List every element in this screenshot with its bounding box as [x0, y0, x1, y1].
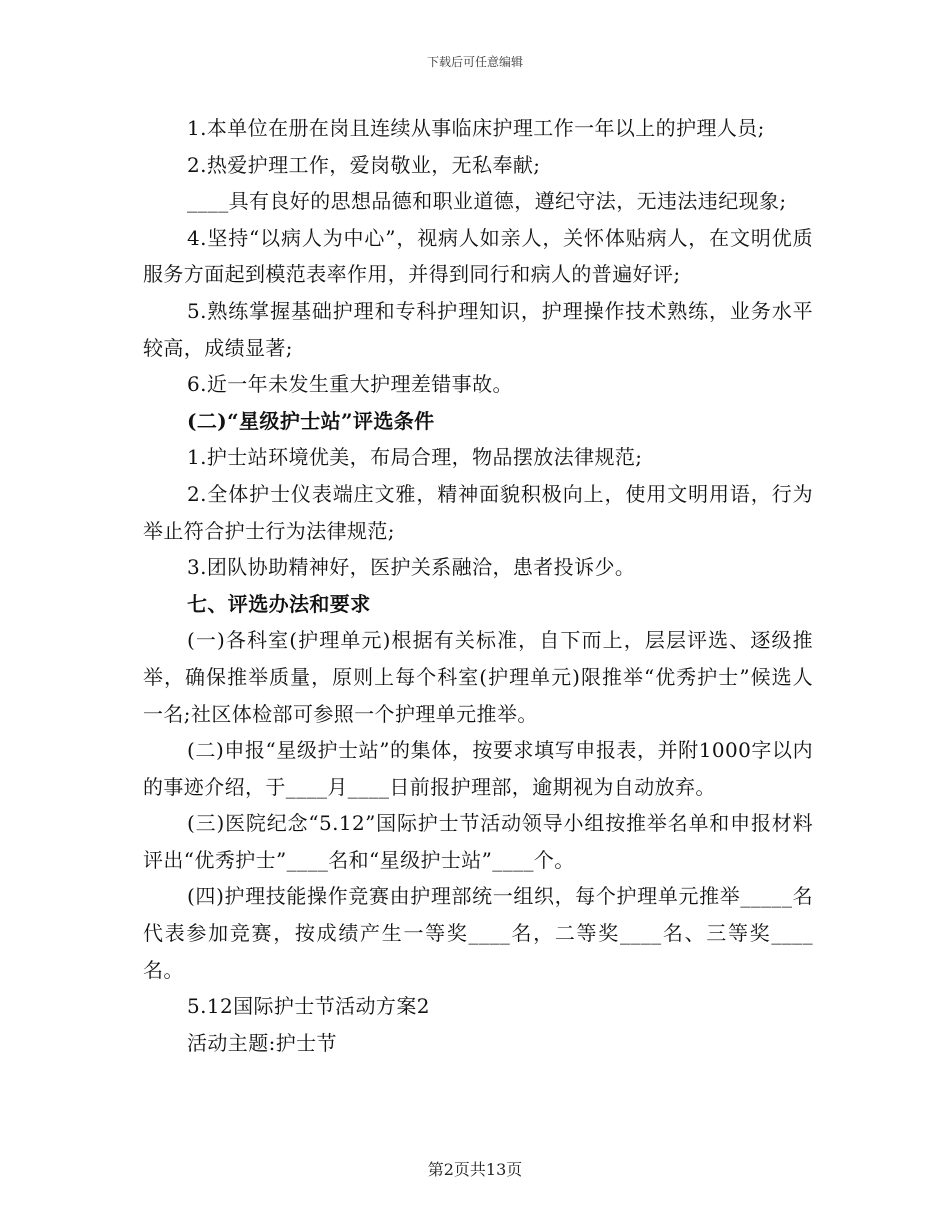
- section-heading-methods: 七、评选办法和要求: [187, 591, 371, 616]
- paragraph-plan-title: 5.12国际护士节活动方案2: [187, 994, 430, 1019]
- paragraph-method-1: (一)各科室(护理单元)根据有关标准，自下而上，层层评选、逐级推举，确保推举质量，原则上每个科室(护理单元)限推举“优秀护士”候选人一名;社区体检部可参照一个护理单元推举。: [143, 628, 813, 726]
- paragraph-criteria-1: 1.本单位在册在岗且连续从事临床护理工作一年以上的护理人员;: [187, 116, 765, 140]
- paragraph-method-2: (二)申报“星级护士站”的集体，按要求填写申报表，并附1000字以内的事迹介绍，于____月____日前报护理部，逾期视为自动放弃。: [143, 738, 813, 799]
- paragraph-station-1: 1.护士站环境优美，布局合理，物品摆放法律规范;: [187, 445, 643, 470]
- section-heading-star-station: (二)“星级护士站”评选条件: [187, 408, 435, 433]
- paragraph-activity-theme: 活动主题:护士节: [187, 1030, 337, 1055]
- paragraph-station-2: 2.全体护士仪表端庄文雅，精神面貌积极向上，使用文明用语，行为举止符合护士行为法律规范;: [143, 481, 813, 543]
- page-footer: 第2页共13页: [427, 1160, 523, 1179]
- paragraph-criteria-6: 6.近一年未发生重大护理差错事故。: [187, 372, 513, 397]
- paragraph-criteria-4: 4.坚持“以病人为中心”，视病人如亲人，关怀体贴病人，在文明优质服务方面起到模范表率作用，并得到同行和病人的普遍好评;: [143, 225, 813, 287]
- paragraph-method-3: (三)医院纪念“5.12”国际护士节活动领导小组按推举名单和申报材料评出“优秀护士”____名和“星级护士站”____个。: [143, 811, 813, 872]
- paragraph-station-3: 3.团队协助精神好，医护关系融洽，患者投诉少。: [187, 555, 636, 580]
- paragraph-method-4: (四)护理技能操作竞赛由护理部统一组织，每个护理单元推举_____名代表参加竞赛，按成绩产生一等奖____名，二等奖____名、三等奖____名。: [143, 884, 813, 982]
- paragraph-criteria-2: 2.热爱护理工作，爱岗敬业，无私奉献;: [187, 152, 541, 177]
- document-body: [143, 110, 813, 1061]
- paragraph-criteria-3: ____具有良好的思想品德和职业道德，遵纪守法，无违法违纪现象;: [187, 189, 787, 214]
- page-header: 下载后可任意编辑: [426, 55, 523, 69]
- paragraph-criteria-5: 5.熟练掌握基础护理和专科护理知识，护理操作技术熟练，业务水平较高，成绩显著;: [143, 298, 813, 360]
